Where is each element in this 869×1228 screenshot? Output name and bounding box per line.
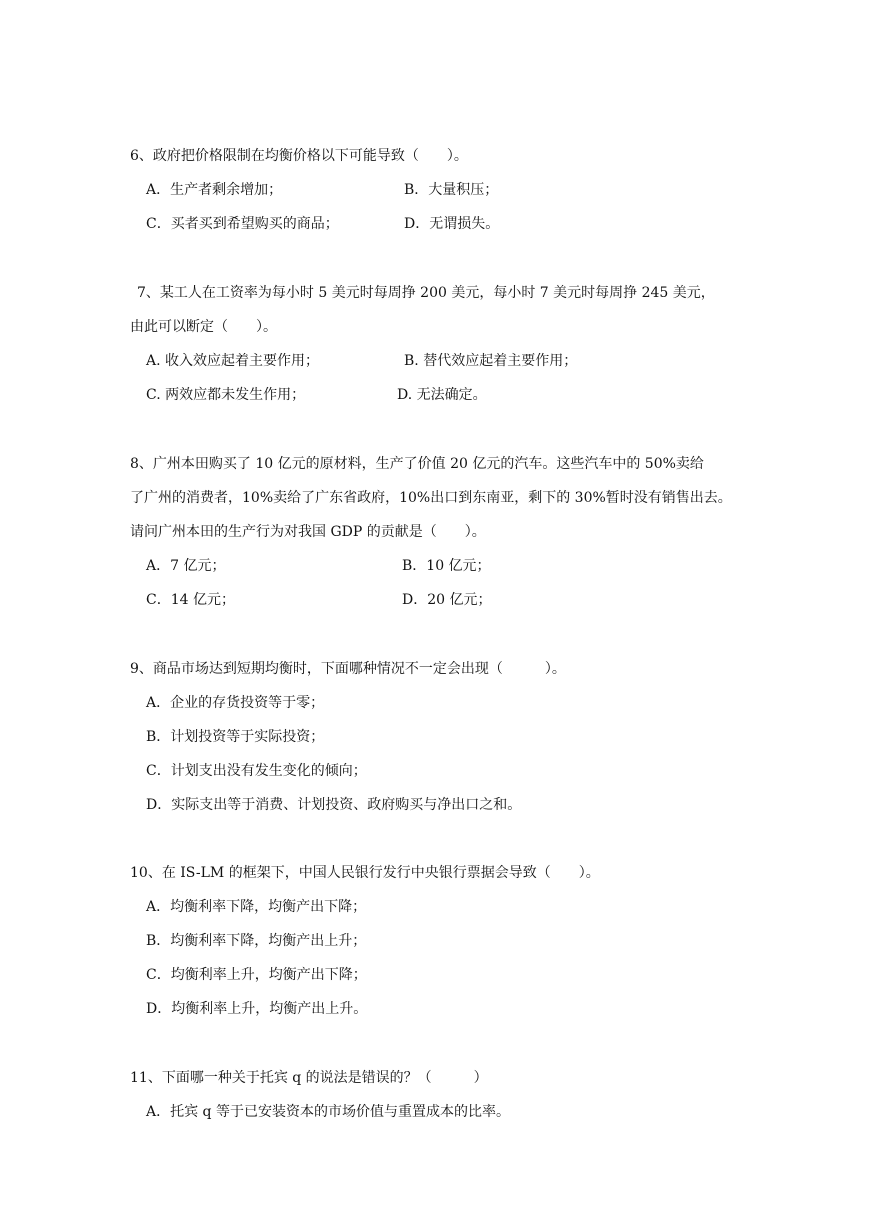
option-c: C．买者买到希望购买的商品； — [146, 216, 339, 232]
question-stem: 11、下面哪一种关于托宾 q 的说法是错误的？（ ） — [130, 1070, 488, 1086]
question-stem: 9、商品市场达到短期均衡时，下面哪种情况不一定会出现（ ）。 — [130, 661, 566, 677]
question-stem-line-2: 了广州的消费者，10%卖给了广东省政府，10%出口到东南亚，剩下的 30%暂时没有销售出去。 — [130, 490, 732, 506]
option-d: D．20 亿元； — [402, 592, 492, 608]
option-a: A．7 亿元； — [146, 558, 226, 574]
option-c: C. 两效应都未发生作用； — [146, 387, 306, 403]
question-stem: 6、政府把价格限制在均衡价格以下可能导致（ ）。 — [130, 148, 468, 164]
option-a: A．企业的存货投资等于零； — [146, 695, 325, 711]
option-c: C．计划支出没有发生变化的倾向； — [146, 763, 367, 779]
option-d: D．无谓损失。 — [404, 216, 500, 232]
option-b: B．大量积压； — [404, 182, 499, 198]
option-a: A．均衡利率下降，均衡产出下降； — [146, 899, 367, 915]
question-stem-line-3: 请问广州本田的生产行为对我国 GDP 的贡献是（ ）。 — [130, 524, 486, 540]
option-a: A. 收入效应起着主要作用； — [146, 353, 320, 369]
option-c: C．均衡利率上升，均衡产出下降； — [146, 967, 367, 983]
question-stem-line-1: 7、某工人在工资率为每小时 5 美元时每周挣 200 美元，每小时 7 美元时每周挣 245 美元， — [137, 285, 715, 301]
question-stem-line-2: 由此可以断定（ ）。 — [130, 319, 277, 335]
option-d: D．实际支出等于消费、计划投资、政府购买与净出口之和。 — [146, 797, 522, 813]
option-b: B．10 亿元； — [402, 558, 491, 574]
option-b: B. 替代效应起着主要作用； — [404, 353, 578, 369]
option-d: D．均衡利率上升，均衡产出上升。 — [146, 1001, 368, 1017]
question-stem-line-1: 8、广州本田购买了 10 亿元的原材料，生产了价值 20 亿元的汽车。这些汽车中的 50%卖给 — [130, 456, 704, 472]
option-d: D. 无法确定。 — [397, 387, 487, 403]
option-b: B．计划投资等于实际投资； — [146, 729, 325, 745]
option-c: C．14 亿元； — [146, 592, 235, 608]
question-stem: 10、在 IS-LM 的框架下，中国人民银行发行中央银行票据会导致（ ）。 — [130, 865, 600, 881]
option-b: B．均衡利率下降，均衡产出上升； — [146, 933, 367, 949]
option-a: A．托宾 q 等于已安装资本的市场价值与重置成本的比率。 — [146, 1104, 510, 1120]
option-a: A．生产者剩余增加； — [146, 182, 283, 198]
